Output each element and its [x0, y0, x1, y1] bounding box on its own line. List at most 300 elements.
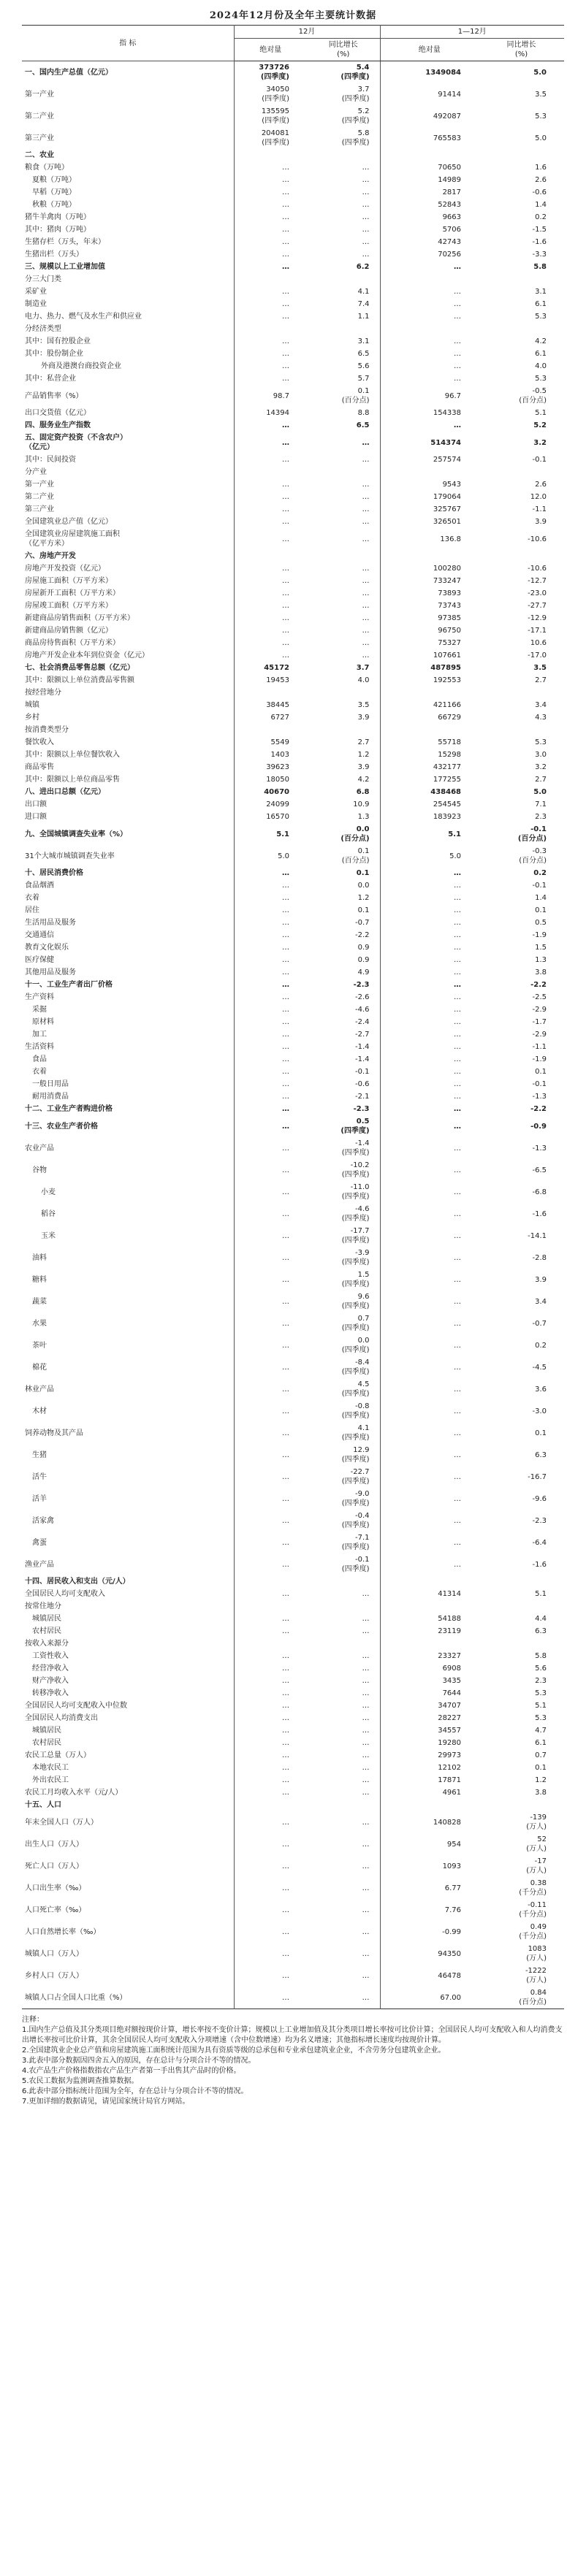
table-row	[22, 1016, 564, 1028]
dec-growth-cell: …	[307, 528, 380, 550]
year-absolute-cell: …	[454, 882, 462, 890]
year-growth-cell: -1222 (万人)	[525, 1967, 547, 1984]
year-absolute-cell: 29973	[438, 1751, 462, 1759]
year-absolute-cell: …	[454, 375, 462, 383]
dec-absolute-cell: 5.0	[278, 852, 289, 860]
dec-growth-cell: …	[307, 503, 380, 516]
table-row	[22, 917, 564, 929]
year-growth-cell: -16.7	[528, 1472, 547, 1481]
dec-absolute-cell	[234, 1637, 307, 1650]
dec-absolute-cell: …	[282, 1472, 289, 1481]
year-absolute-cell: …	[454, 1166, 462, 1174]
row-indicator-name: 农业产品	[22, 1137, 234, 1159]
row-indicator-name: 水果	[22, 1312, 234, 1334]
year-growth-cell: 1.6	[535, 164, 547, 172]
table-row	[22, 637, 564, 649]
year-growth-cell: 2.6	[535, 481, 547, 489]
year-growth-cell: 6.1	[535, 350, 547, 358]
year-growth-cell: -3.0	[532, 1407, 547, 1415]
year-absolute-cell: 91414	[438, 90, 462, 99]
year-absolute-cell: 5.0	[449, 852, 462, 860]
dec-absolute-cell: 135595 (四季度)	[261, 107, 289, 125]
table-row	[22, 174, 564, 186]
dec-growth-cell: …	[307, 637, 380, 649]
dec-growth-cell	[307, 273, 380, 286]
dec-absolute-cell: …	[282, 1840, 289, 1849]
table-row	[22, 736, 564, 749]
row-indicator-name: 居住	[22, 904, 234, 917]
dec-absolute-cell: …	[282, 919, 289, 927]
dec-absolute-cell: 40670	[264, 788, 289, 796]
dec-growth-cell: -10.2 (四季度)	[307, 1159, 380, 1181]
year-growth-cell	[479, 1637, 564, 1650]
dec-growth-cell: …	[307, 1588, 380, 1600]
year-growth-cell: -0.1	[532, 456, 547, 464]
year-growth-cell: 2.6	[535, 176, 547, 184]
row-indicator-name: 外出农民工	[22, 1774, 234, 1786]
row-indicator-name: 出口交货值（亿元）	[22, 407, 234, 419]
row-indicator-name: 房屋新开工面积（万平方米）	[22, 587, 234, 600]
year-growth-cell: 5.8	[535, 1652, 547, 1660]
dec-absolute-cell: …	[282, 213, 289, 221]
year-absolute-cell: 12102	[438, 1764, 462, 1772]
dec-growth-cell: …	[307, 1877, 380, 1899]
year-absolute-cell: …	[454, 1385, 462, 1394]
row-indicator-name: 十三、农业生产者价格	[22, 1115, 234, 1137]
table-row	[22, 929, 564, 941]
dec-growth-cell: -4.6 (四季度)	[307, 1203, 380, 1225]
row-indicator-name: 二、农业	[22, 149, 234, 161]
table-row	[22, 335, 564, 348]
row-indicator-name: 按消费类型分	[22, 724, 234, 736]
dec-growth-cell: 3.9	[307, 711, 380, 724]
year-growth-cell: -0.6	[532, 188, 547, 196]
dec-absolute-cell: 204081 (四季度)	[261, 129, 289, 147]
dec-growth-cell: 3.7	[307, 662, 380, 674]
row-indicator-name: 饲养动物及其产品	[22, 1422, 234, 1444]
dec-absolute-cell: …	[282, 176, 289, 184]
table-row	[22, 491, 564, 503]
dec-growth-cell: …	[307, 1650, 380, 1662]
year-growth-cell: 0.49 (千分点)	[519, 1923, 547, 1941]
year-growth-cell: -1.3	[532, 1093, 547, 1101]
year-absolute-cell: 100280	[433, 565, 462, 573]
year-absolute-cell: 23327	[438, 1652, 462, 1660]
row-indicator-name: 其中：私营企业	[22, 372, 234, 385]
row-indicator-name: 十二、工业生产者购进价格	[22, 1103, 234, 1115]
header-year-growth: 同比增长 (%)	[479, 39, 564, 61]
year-growth-cell: -4.5	[532, 1363, 547, 1372]
year-absolute-cell	[380, 724, 479, 736]
year-growth-cell: -2.8	[532, 1253, 547, 1262]
table-row	[22, 699, 564, 711]
dec-growth-cell: …	[307, 1700, 380, 1712]
dec-growth-cell: -2.2	[307, 929, 380, 941]
row-indicator-name: 本地农民工	[22, 1762, 234, 1774]
dec-absolute-cell: …	[282, 1105, 289, 1113]
row-indicator-name: 房地产开发投资（亿元）	[22, 562, 234, 575]
year-growth-cell: 1.4	[535, 201, 547, 209]
row-indicator-name: 第二产业	[22, 105, 234, 127]
year-growth-cell: -1.6	[532, 1560, 547, 1569]
row-indicator-name: 制造业	[22, 298, 234, 310]
dec-absolute-cell: …	[282, 505, 289, 513]
table-row	[22, 407, 564, 419]
table-row	[22, 991, 564, 1004]
year-growth-cell: -9.6	[532, 1494, 547, 1503]
dec-growth-cell: -1.4 (四季度)	[307, 1137, 380, 1159]
dec-growth-cell: …	[307, 161, 380, 174]
dec-absolute-cell: 45172	[264, 664, 289, 672]
year-growth-cell: -0.1	[532, 1080, 547, 1088]
dec-absolute-cell	[234, 687, 307, 699]
year-absolute-cell: …	[454, 1188, 462, 1196]
dec-absolute-cell: …	[282, 362, 289, 370]
dec-growth-cell: -0.7	[307, 917, 380, 929]
table-row	[22, 1422, 564, 1444]
dec-growth-cell: …	[307, 1899, 380, 1921]
row-indicator-name: 七、社会消费品零售总额（亿元）	[22, 662, 234, 674]
table-row	[22, 372, 564, 385]
table-row	[22, 323, 564, 335]
dec-absolute-cell: …	[282, 1665, 289, 1673]
dec-growth-cell: 2.7	[307, 736, 380, 749]
dec-absolute-cell: …	[282, 1906, 289, 1914]
table-row	[22, 711, 564, 724]
row-indicator-name: 财产净收入	[22, 1675, 234, 1687]
row-indicator-name: 分经济类型	[22, 323, 234, 335]
year-growth-cell: 4.7	[535, 1727, 547, 1735]
year-growth-cell: 0.7	[535, 1751, 547, 1759]
row-indicator-name: 十五、人口	[22, 1799, 234, 1811]
dec-growth-cell	[307, 149, 380, 161]
year-growth-cell: -10.6	[528, 565, 547, 573]
dec-absolute-cell: …	[282, 1927, 289, 1936]
year-growth-cell: 3.4	[535, 1297, 547, 1306]
dec-absolute-cell: …	[282, 300, 289, 308]
dec-absolute-cell: …	[282, 1297, 289, 1306]
dec-growth-cell	[307, 1637, 380, 1650]
dec-growth-cell: …	[307, 1943, 380, 1965]
dec-absolute-cell: …	[282, 1451, 289, 1459]
table-row	[22, 186, 564, 199]
year-growth-cell: -0.5 (百分点)	[519, 387, 547, 405]
dec-absolute-cell: …	[282, 1188, 289, 1196]
row-indicator-name: 玉米	[22, 1225, 234, 1247]
dec-growth-cell: …	[307, 1987, 380, 2009]
dec-absolute-cell: …	[282, 993, 289, 1001]
dec-growth-cell: -1.4	[307, 1041, 380, 1053]
dec-absolute-cell: …	[282, 1122, 289, 1131]
year-growth-cell: 3.5	[535, 90, 547, 99]
year-absolute-cell: 42743	[438, 238, 462, 246]
year-absolute-cell: 492087	[433, 112, 462, 121]
dec-growth-cell: 0.0 (百分点)	[307, 823, 380, 845]
dec-growth-cell: 0.7 (四季度)	[307, 1312, 380, 1334]
dec-absolute-cell: …	[282, 421, 289, 429]
table-row	[22, 1510, 564, 1532]
year-absolute-cell: 70650	[438, 164, 462, 172]
dec-absolute-cell: …	[282, 1739, 289, 1747]
year-absolute-cell: …	[454, 1080, 462, 1088]
year-absolute-cell: 23119	[438, 1627, 462, 1635]
dec-absolute-cell	[234, 1575, 307, 1588]
footnote-line: 4.农产品生产价格指数指农产品生产者第一手出售其产品时的价格。	[22, 2067, 241, 2075]
dec-absolute-cell: …	[282, 1689, 289, 1697]
dec-growth-cell: -0.1	[307, 1066, 380, 1078]
dec-absolute-cell: …	[282, 164, 289, 172]
year-absolute-cell: …	[454, 1093, 462, 1101]
year-absolute-cell: …	[454, 1043, 462, 1051]
year-absolute-cell: …	[454, 1429, 462, 1437]
dec-absolute-cell: …	[282, 456, 289, 464]
year-growth-cell: 5.3	[535, 112, 547, 121]
table-row	[22, 1159, 564, 1181]
year-absolute-cell: …	[454, 1253, 462, 1262]
table-row	[22, 1444, 564, 1466]
table-row	[22, 1774, 564, 1786]
table-row	[22, 1943, 564, 1965]
footnote-line: 6.此表中部分指标统计范围为全年，存在总计与分项合计不等的情况。	[22, 2087, 248, 2095]
row-indicator-name: 糖料	[22, 1269, 234, 1291]
row-indicator-name: 出口额	[22, 798, 234, 811]
table-row	[22, 503, 564, 516]
table-row	[22, 286, 564, 298]
dec-growth-cell	[307, 466, 380, 478]
dec-absolute-cell: …	[282, 1166, 289, 1174]
year-absolute-cell: 6908	[442, 1665, 462, 1673]
row-indicator-name: 新建商品房销售面积（万平方米）	[22, 612, 234, 624]
table-row	[22, 1600, 564, 1613]
dec-growth-cell: -9.0 (四季度)	[307, 1488, 380, 1510]
dec-absolute-cell: 98.7	[273, 391, 289, 400]
year-growth-cell: -2.9	[532, 1006, 547, 1014]
dec-absolute-cell: …	[282, 238, 289, 246]
table-row	[22, 1899, 564, 1921]
row-indicator-name: 工资性收入	[22, 1650, 234, 1662]
row-indicator-name: 采掘	[22, 1004, 234, 1016]
dec-growth-cell: -4.6	[307, 1004, 380, 1016]
row-indicator-name: 十四、居民收入和支出（元/人）	[22, 1575, 234, 1588]
dec-growth-cell: 0.0 (四季度)	[307, 1334, 380, 1356]
year-growth-cell: -2.2	[530, 1105, 547, 1113]
dec-growth-cell	[307, 550, 380, 562]
table-row	[22, 1987, 564, 2009]
dec-growth-cell: 0.9	[307, 954, 380, 966]
year-absolute-cell: 7644	[442, 1689, 462, 1697]
table-row	[22, 624, 564, 637]
table-row	[22, 223, 564, 236]
table-row	[22, 724, 564, 736]
dec-absolute-cell: 14394	[266, 409, 289, 417]
dec-growth-cell: …	[307, 1712, 380, 1724]
row-indicator-name: 食品烟酒	[22, 879, 234, 892]
dec-absolute-cell: …	[282, 1068, 289, 1076]
year-absolute-cell: …	[454, 1407, 462, 1415]
year-absolute-cell: 28227	[438, 1714, 462, 1722]
row-indicator-name: 商品零售	[22, 761, 234, 773]
table-row	[22, 1225, 564, 1247]
year-absolute-cell: …	[454, 313, 462, 321]
row-indicator-name: 房屋竣工面积（万平方米）	[22, 600, 234, 612]
year-growth-cell: 4.0	[535, 362, 547, 370]
table-row	[22, 298, 564, 310]
year-absolute-cell: 6.77	[444, 1884, 462, 1892]
dec-growth-cell: 4.0	[307, 674, 380, 687]
year-growth-cell: 5.1	[535, 1702, 547, 1710]
dec-absolute-cell: …	[282, 651, 289, 660]
row-indicator-name: 人口自然增长率（‰）	[22, 1921, 234, 1943]
dec-growth-cell: 3.1	[307, 335, 380, 348]
year-growth-cell: -0.11 (千分点)	[519, 1901, 547, 1919]
table-row	[22, 83, 564, 105]
year-absolute-cell	[380, 1637, 479, 1650]
year-absolute-cell: …	[454, 869, 462, 877]
year-growth-cell: -10.6	[528, 535, 547, 543]
dec-growth-cell: …	[307, 1921, 380, 1943]
dec-absolute-cell: …	[282, 1560, 289, 1569]
year-absolute-cell: 19280	[438, 1739, 462, 1747]
dec-absolute-cell: …	[282, 251, 289, 259]
row-indicator-name: 城镇人口（万人）	[22, 1943, 234, 1965]
row-indicator-name: 生猪出栏（万头）	[22, 248, 234, 261]
year-absolute-cell: 9543	[442, 481, 462, 489]
year-growth-cell: 3.8	[535, 1789, 547, 1797]
row-indicator-name: 交通通信	[22, 929, 234, 941]
year-absolute-cell: …	[454, 350, 462, 358]
dec-absolute-cell: …	[282, 1677, 289, 1685]
dec-growth-cell: 0.5 (四季度)	[307, 1115, 380, 1137]
year-growth-cell: 3.1	[535, 288, 547, 296]
dec-absolute-cell: …	[282, 226, 289, 234]
row-indicator-name: 第二产业	[22, 491, 234, 503]
year-growth-cell: -12.7	[528, 577, 547, 585]
dec-growth-cell: -2.1	[307, 1090, 380, 1103]
table-row	[22, 127, 564, 149]
dec-growth-cell: …	[307, 1965, 380, 1987]
row-indicator-name: 其中：猪肉（万吨）	[22, 223, 234, 236]
row-indicator-name: 衣着	[22, 892, 234, 904]
dec-growth-cell: 0.1 (百分点)	[307, 845, 380, 867]
year-growth-cell	[479, 466, 564, 478]
year-growth-cell: 0.2	[533, 869, 547, 877]
dec-absolute-cell: …	[282, 1751, 289, 1759]
year-absolute-cell	[380, 149, 479, 161]
dec-growth-cell: …	[307, 432, 380, 454]
table-row	[22, 516, 564, 528]
row-indicator-name: 产品销售率（%）	[22, 385, 234, 407]
table-row	[22, 575, 564, 587]
year-absolute-cell: 514374	[430, 438, 462, 447]
header-dec-absolute: 绝对量	[234, 39, 307, 61]
year-growth-cell: 1.4	[535, 894, 547, 902]
dec-absolute-cell: 5549	[270, 738, 289, 746]
table-row	[22, 1028, 564, 1041]
year-growth-cell: 1083 (万人)	[526, 1945, 547, 1962]
table-row	[22, 348, 564, 360]
year-absolute-cell: …	[454, 1018, 462, 1026]
year-absolute-cell	[380, 550, 479, 562]
dec-growth-cell: 3.9	[307, 761, 380, 773]
year-growth-cell	[479, 724, 564, 736]
dec-absolute-cell: …	[282, 956, 289, 964]
table-row	[22, 248, 564, 261]
dec-growth-cell: -0.6	[307, 1078, 380, 1090]
year-growth-cell: 3.2	[535, 763, 547, 771]
header-december: 12月	[234, 26, 380, 39]
row-indicator-name: 31个大城市城镇调查失业率	[22, 845, 234, 867]
dec-growth-cell: -2.6	[307, 991, 380, 1004]
dec-growth-cell: …	[307, 236, 380, 248]
dec-absolute-cell: …	[282, 1319, 289, 1328]
row-indicator-name: 城镇居民	[22, 1724, 234, 1737]
year-growth-cell: 3.4	[535, 701, 547, 709]
year-growth-cell: -6.8	[532, 1188, 547, 1196]
stats-table	[22, 25, 564, 2009]
table-row	[22, 1269, 564, 1291]
dec-absolute-cell	[234, 1799, 307, 1811]
dec-growth-cell: …	[307, 491, 380, 503]
table-row	[22, 1965, 564, 1987]
year-absolute-cell: 183923	[433, 813, 462, 821]
year-growth-cell: -17.1	[528, 627, 547, 635]
year-absolute-cell: 97385	[438, 614, 462, 622]
table-row	[22, 1115, 564, 1137]
table-row	[22, 662, 564, 674]
year-absolute-cell: …	[454, 1494, 462, 1503]
year-absolute-cell: 55718	[438, 738, 462, 746]
dec-absolute-cell: …	[282, 565, 289, 573]
dec-growth-cell: …	[307, 516, 380, 528]
table-row	[22, 1687, 564, 1700]
table-row	[22, 1312, 564, 1334]
year-absolute-cell: 107661	[433, 651, 462, 660]
dec-absolute-cell	[234, 273, 307, 286]
dec-absolute-cell: …	[282, 375, 289, 383]
year-absolute-cell: …	[454, 1105, 462, 1113]
year-growth-cell: 5.3	[535, 375, 547, 383]
year-absolute-cell: 96750	[438, 627, 462, 635]
row-indicator-name: 商品房待售面积（万平方米）	[22, 637, 234, 649]
year-absolute-cell: 438468	[430, 788, 462, 796]
year-growth-cell: 6.1	[535, 300, 547, 308]
year-growth-cell	[479, 149, 564, 161]
dec-growth-cell: 5.8 (四季度)	[307, 127, 380, 149]
table-row	[22, 1203, 564, 1225]
year-growth-cell: 1.5	[535, 944, 547, 952]
year-absolute-cell: …	[454, 1363, 462, 1372]
table-row	[22, 466, 564, 478]
row-indicator-name: 稻谷	[22, 1203, 234, 1225]
table-row	[22, 786, 564, 798]
dec-growth-cell: 10.9	[307, 798, 380, 811]
dec-absolute-cell: …	[282, 1714, 289, 1722]
dec-growth-cell: 6.8	[307, 786, 380, 798]
row-indicator-name: 乡村人口（万人）	[22, 1965, 234, 1987]
year-growth-cell: 4.2	[535, 337, 547, 345]
dec-absolute-cell: …	[282, 1407, 289, 1415]
dec-absolute-cell: …	[282, 535, 289, 543]
row-indicator-name: 农村居民	[22, 1737, 234, 1749]
header-indicator: 指 标	[22, 26, 234, 61]
year-growth-cell: 5.3	[535, 313, 547, 321]
dec-growth-cell: 0.1	[307, 867, 380, 879]
year-growth-cell: 3.0	[535, 751, 547, 759]
year-absolute-cell: 73743	[438, 602, 462, 610]
dec-absolute-cell: …	[282, 894, 289, 902]
dec-absolute-cell: …	[282, 1615, 289, 1623]
year-growth-cell: 5.6	[535, 1665, 547, 1673]
